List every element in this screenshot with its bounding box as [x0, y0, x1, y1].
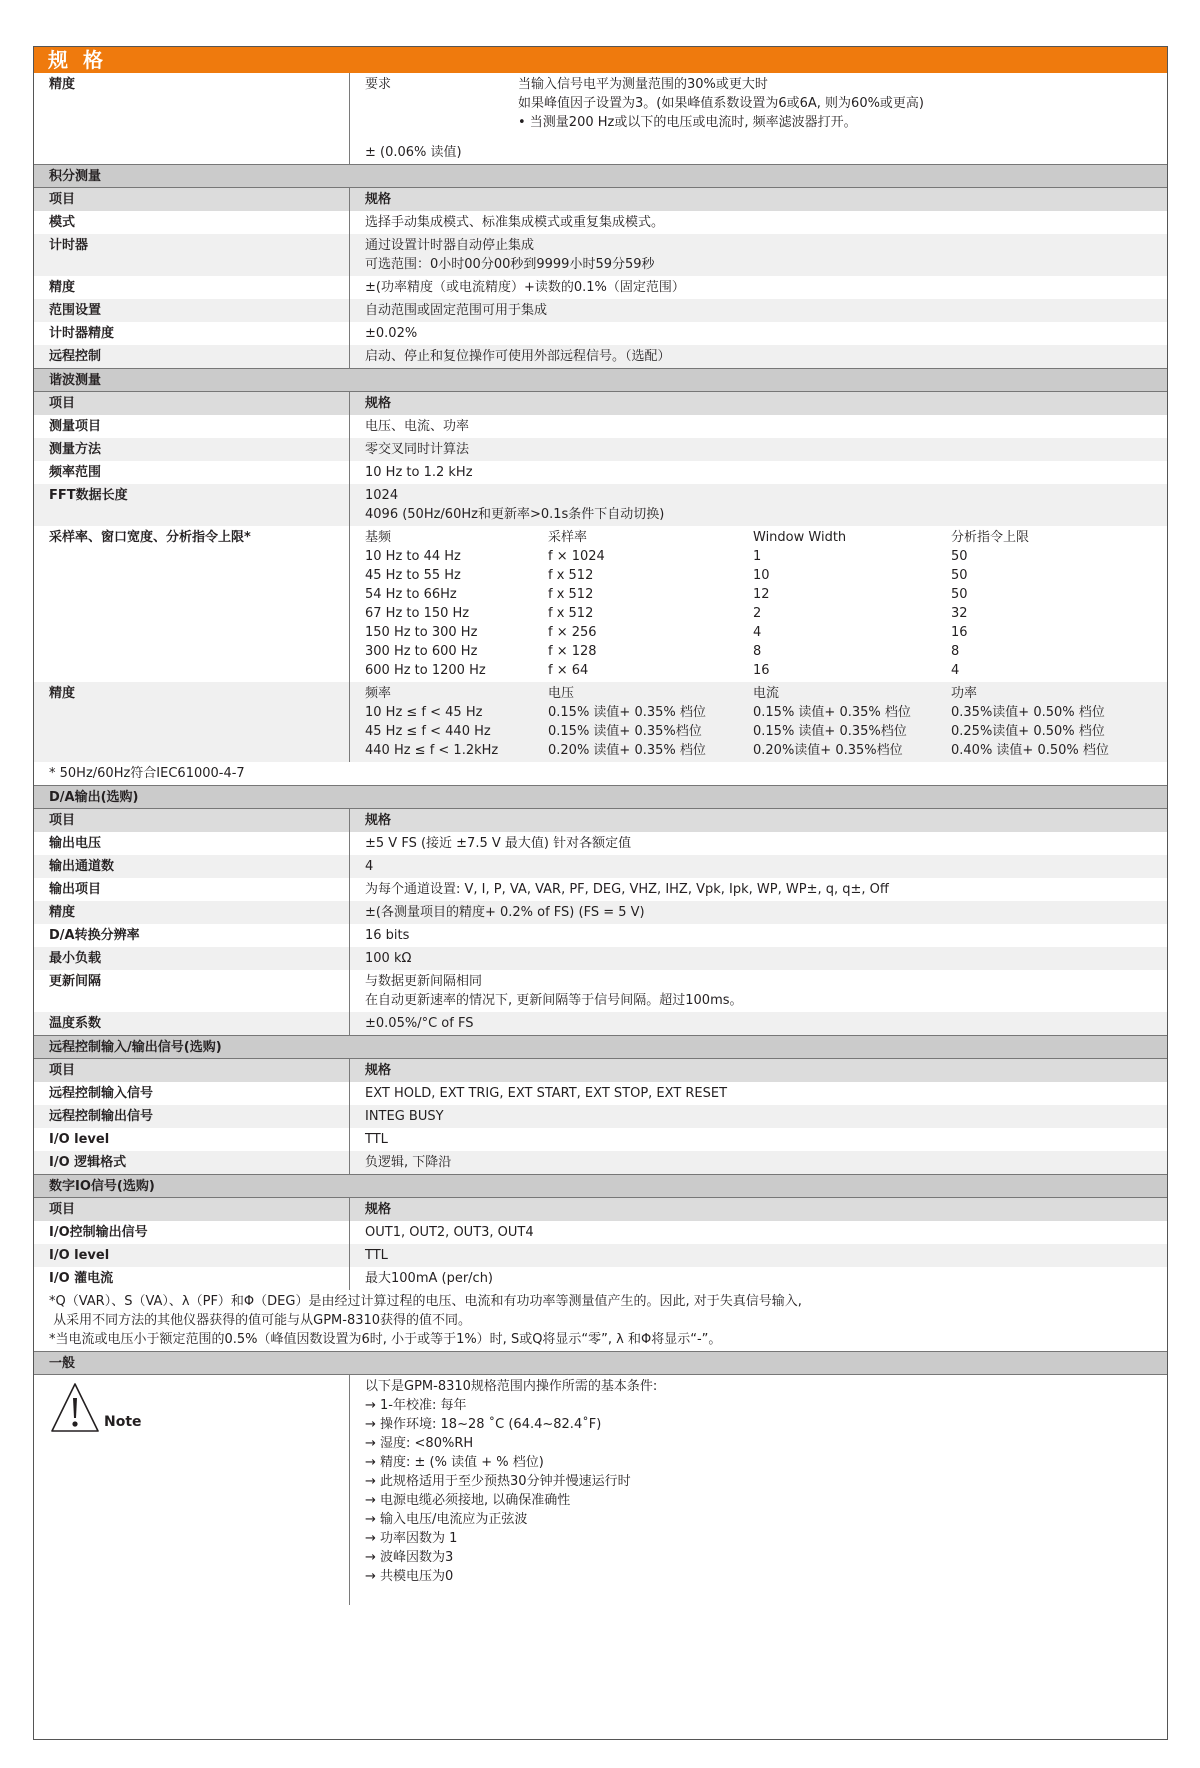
- value-line: 零交叉同时计算法: [365, 442, 470, 457]
- condition-line: → 此规格适用于至少预热30分钟并慢速运行时: [365, 1474, 631, 1489]
- condition-line: → 共模电压为0: [365, 1569, 454, 1584]
- row-value: [350, 415, 1168, 438]
- section-title: 一般: [34, 1352, 1167, 1375]
- table-row: [34, 947, 1167, 970]
- row-value: [350, 438, 1168, 461]
- row-value: [350, 901, 1168, 924]
- grid-cell: 0.15% 读值+ 0.35%档位: [753, 724, 907, 739]
- grid-cell: f × 64: [548, 663, 589, 678]
- row-label: D/A转换分辨率: [34, 924, 350, 947]
- table-row: [34, 1128, 1167, 1151]
- value-line: 4096 (50Hz/60Hz和更新率>0.1s条件下自动切换): [365, 507, 665, 522]
- table-row: [34, 1012, 1167, 1036]
- grid-cell: f × 128: [548, 644, 597, 659]
- row-value: [350, 322, 1168, 345]
- grid-header: 基频: [365, 530, 392, 545]
- row-value: [350, 1128, 1168, 1151]
- table-header-row: [34, 1059, 1167, 1083]
- value-line: EXT HOLD, EXT TRIG, EXT START, EXT STOP, EXT RESET: [365, 1086, 728, 1101]
- grid-cell: f x 512: [548, 587, 594, 602]
- row-value: [350, 1244, 1168, 1267]
- spec-sheet: [33, 46, 1168, 1740]
- row-label: 远程控制输入信号: [34, 1082, 350, 1105]
- row-label: 精度: [34, 901, 350, 924]
- grid-cell: 0.35%读值+ 0.50% 档位: [951, 705, 1105, 720]
- value-line: ±5 V FS (接近 ±7.5 V 最大值) 针对各额定值: [365, 836, 632, 851]
- row-label: 频率范围: [34, 461, 350, 484]
- row-value: [350, 1105, 1168, 1128]
- grid-cell: f x 512: [548, 606, 594, 621]
- grid-cell: 600 Hz to 1200 Hz: [365, 663, 486, 678]
- condition-line: → 精度: ± (% 读值 + % 档位): [365, 1455, 544, 1470]
- row-value: [350, 1221, 1168, 1244]
- table-row: [34, 234, 1167, 276]
- precision-row: [34, 73, 1167, 165]
- value-line: 为每个通道设置: V, I, P, VA, VAR, PF, DEG, VHZ, IHZ, Vpk, Ipk, WP, WP±, q, q±, Off: [365, 882, 889, 897]
- table-row: [34, 1267, 1167, 1290]
- table-header-row: [34, 809, 1167, 833]
- requirement-line: • 当测量200 Hz或以下的电压或电流时, 频率滤波器打开。: [518, 115, 857, 130]
- condition-line: → 操作环境: 18~28 ˚C (64.4~82.4˚F): [365, 1417, 602, 1432]
- note-label: Note: [104, 1414, 142, 1430]
- precision-value: [350, 73, 1168, 165]
- row-label: 精度: [34, 276, 350, 299]
- row-label: 范围设置: [34, 299, 350, 322]
- condition-line: → 电源电缆必须接地, 以确保准确性: [365, 1493, 571, 1508]
- dio-footnote-row: [34, 1290, 1167, 1352]
- row-value: [350, 832, 1168, 855]
- grid-cell: 150 Hz to 300 Hz: [365, 625, 478, 640]
- row-label: I/O 逻辑格式: [34, 1151, 350, 1175]
- spec-banner: 规 格: [34, 47, 1167, 73]
- table-row: [34, 901, 1167, 924]
- value-line: TTL: [365, 1248, 388, 1263]
- grid-cell: 50: [951, 587, 968, 602]
- header-spec: 规格: [350, 1059, 1168, 1083]
- row-value: [350, 1267, 1168, 1290]
- footnote-line: *Q（VAR）、S（VA）、λ（PF）和Φ（DEG）是由经过计算过程的电压、电流和有功功率等测量值产生的。因此, 对于失真信号输入,: [49, 1294, 802, 1309]
- table-row: [34, 276, 1167, 299]
- grid-cell: 300 Hz to 600 Hz: [365, 644, 478, 659]
- row-label: 远程控制: [34, 345, 350, 369]
- general-conditions: [350, 1375, 1168, 1606]
- grid-cell: 0.25%读值+ 0.50% 档位: [951, 724, 1105, 739]
- row-label: 最小负载: [34, 947, 350, 970]
- row-value: [350, 211, 1168, 234]
- row-label: FFT数据长度: [34, 484, 350, 526]
- row-value: [350, 299, 1168, 322]
- harmonic-section-title: [34, 369, 1167, 392]
- condition-line: → 湿度: <80%RH: [365, 1436, 474, 1451]
- table-row: [34, 855, 1167, 878]
- grid-cell: 0.15% 读值+ 0.35% 档位: [753, 705, 911, 720]
- condition-line: → 1-年校准: 每年: [365, 1398, 467, 1413]
- row-value: [350, 878, 1168, 901]
- dio-footnotes: [34, 1290, 1167, 1352]
- sampling-table-row-grid: [365, 528, 1167, 680]
- row-value: [350, 1012, 1168, 1036]
- grid-cell: 4: [951, 663, 960, 678]
- grid-cell: f x 512: [548, 568, 594, 583]
- grid-cell: 10: [753, 568, 770, 583]
- sampling-table-row-grid-cell: [350, 526, 1168, 682]
- table-header-row: [34, 392, 1167, 416]
- remote-control-section-title: [34, 1036, 1167, 1059]
- condition-line: 以下是GPM-8310规格范围内操作所需的基本条件:: [365, 1379, 658, 1394]
- grid-header: 频率: [365, 686, 392, 701]
- harmonic-accuracy-row-grid: [365, 684, 1167, 760]
- value-line: OUT1, OUT2, OUT3, OUT4: [365, 1225, 534, 1240]
- table-row: [34, 1082, 1167, 1105]
- row-label: I/O level: [34, 1128, 350, 1151]
- table-header-row: [34, 188, 1167, 212]
- row-label: 远程控制输出信号: [34, 1105, 350, 1128]
- precision-label: 精度: [34, 73, 350, 165]
- grid-cell: f × 1024: [548, 549, 605, 564]
- row-label: 测量项目: [34, 415, 350, 438]
- section-title: 数字IO信号(选购): [34, 1175, 1167, 1198]
- digital-io-section-title: [34, 1175, 1167, 1198]
- note-box: [49, 1377, 349, 1447]
- grid-header: 电流: [753, 686, 780, 701]
- value-line: INTEG BUSY: [365, 1109, 444, 1124]
- row-label: 计时器精度: [34, 322, 350, 345]
- harmonic-footnote: * 50Hz/60Hz符合IEC61000-4-7: [34, 762, 1167, 786]
- value-line: 通过设置计时器自动停止集成: [365, 238, 535, 253]
- grid-cell: 50: [951, 568, 968, 583]
- section-title: D/A输出(选购): [34, 786, 1167, 809]
- grid-cell: 0.15% 读值+ 0.35% 档位: [548, 705, 706, 720]
- grid-cell: 67 Hz to 150 Hz: [365, 606, 470, 621]
- table-row: [34, 1151, 1167, 1175]
- row-label: 测量方法: [34, 438, 350, 461]
- row-label: 模式: [34, 211, 350, 234]
- grid-cell: 32: [951, 606, 968, 621]
- header-spec: 规格: [350, 188, 1168, 212]
- value-line: 100 kΩ: [365, 951, 412, 966]
- grid-cell: 8: [753, 644, 762, 659]
- row-label: 计时器: [34, 234, 350, 276]
- value-line: 选择手动集成模式、标准集成模式或重复集成模式。: [365, 215, 665, 230]
- table-row: [34, 415, 1167, 438]
- grid-cell: f × 256: [548, 625, 597, 640]
- header-item: 项目: [34, 809, 350, 833]
- section-title: 谐波测量: [34, 369, 1167, 392]
- grid-cell: 16: [951, 625, 968, 640]
- row-value: [350, 345, 1168, 369]
- footnote-line: *当电流或电压小于额定范围的0.5%（峰值因数设置为6时, 小于或等于1%）时, S或Q将显示“零”, λ 和Φ将显示“-”。: [49, 1332, 722, 1347]
- table-row: [34, 1244, 1167, 1267]
- grid-cell: 45 Hz ≤ f < 440 Hz: [365, 724, 491, 739]
- requirement-key: 要求: [365, 77, 392, 92]
- row-value: [350, 1082, 1168, 1105]
- condition-line: → 功率因数为 1: [365, 1531, 458, 1546]
- harmonic-accuracy-row-grid-cell: [350, 682, 1168, 762]
- table-row: [34, 924, 1167, 947]
- table-row: [34, 484, 1167, 526]
- row-label: 更新间隔: [34, 970, 350, 1012]
- grid-cell: 54 Hz to 66Hz: [365, 587, 457, 602]
- value-line: 启动、停止和复位操作可使用外部远程信号。（选配）: [365, 349, 671, 364]
- grid-cell: 45 Hz to 55 Hz: [365, 568, 461, 583]
- value-line: ±(功率精度（或电流精度）+读数的0.1%（固定范围）: [365, 280, 685, 295]
- table-row: [34, 322, 1167, 345]
- table-row: [34, 211, 1167, 234]
- table-row: [34, 878, 1167, 901]
- header-item: 项目: [34, 1198, 350, 1222]
- grid-header: 分析指令上限: [951, 530, 1030, 545]
- da-output-section-title: [34, 786, 1167, 809]
- note-cell: [34, 1375, 350, 1606]
- warning-icon: [49, 1381, 101, 1435]
- value-line: 自动范围或固定范围可用于集成: [365, 303, 548, 318]
- section-title: 积分测量: [34, 165, 1167, 188]
- table-row: [34, 299, 1167, 322]
- grid-cell: 440 Hz ≤ f < 1.2kHz: [365, 743, 499, 758]
- general-row: [34, 1375, 1167, 1606]
- row-label: I/O控制输出信号: [34, 1221, 350, 1244]
- integration-section-title: [34, 165, 1167, 188]
- header-spec: 规格: [350, 1198, 1168, 1222]
- harmonic-footnote-row: [34, 762, 1167, 786]
- sampling-table-row: [34, 526, 1167, 682]
- row-label: 输出通道数: [34, 855, 350, 878]
- grid-header: 功率: [951, 686, 978, 701]
- row-value: [350, 276, 1168, 299]
- value-line: 4: [365, 859, 374, 874]
- value-line: 在自动更新速率的情况下, 更新间隔等于信号间隔。超过100ms。: [365, 993, 743, 1008]
- row-value: [350, 234, 1168, 276]
- grid-cell: 16: [753, 663, 770, 678]
- section-title: 远程控制输入/输出信号(选购): [34, 1036, 1167, 1059]
- precision-spec: ± (0.06% 读值): [365, 145, 462, 160]
- table-row: [34, 1221, 1167, 1244]
- condition-line: → 输入电压/电流应为正弦波: [365, 1512, 528, 1527]
- value-line: ±0.05%/°C of FS: [365, 1016, 474, 1031]
- row-value: [350, 461, 1168, 484]
- grid-cell: 10 Hz ≤ f < 45 Hz: [365, 705, 483, 720]
- footnote-line: 从采用不同方法的其他仪器获得的值可能与从GPM-8310获得的值不同。: [49, 1313, 472, 1328]
- header-item: 项目: [34, 188, 350, 212]
- header-spec: 规格: [350, 392, 1168, 416]
- value-line: ±(各测量项目的精度+ 0.2% of FS) (FS = 5 V): [365, 905, 645, 920]
- header-spec: 规格: [350, 809, 1168, 833]
- row-value: [350, 855, 1168, 878]
- value-line: 最大100mA (per/ch): [365, 1271, 494, 1286]
- row-label: 精度: [34, 682, 350, 762]
- value-line: 负逻辑, 下降沿: [365, 1155, 452, 1170]
- value-line: 电压、电流、功率: [365, 419, 470, 434]
- row-label: 输出电压: [34, 832, 350, 855]
- general-section-title: [34, 1352, 1167, 1375]
- table-row: [34, 461, 1167, 484]
- grid-cell: 1: [753, 549, 762, 564]
- row-value: [350, 1151, 1168, 1175]
- row-label: I/O level: [34, 1244, 350, 1267]
- header-item: 项目: [34, 1059, 350, 1083]
- row-value: [350, 924, 1168, 947]
- row-value: [350, 484, 1168, 526]
- value-line: 10 Hz to 1.2 kHz: [365, 465, 473, 480]
- requirement-line: 如果峰值因子设置为3。(如果峰值系数设置为6或6A, 则为60%或更高): [518, 96, 925, 111]
- grid-cell: 12: [753, 587, 770, 602]
- value-line: 1024: [365, 488, 399, 503]
- requirement-line: 当输入信号电平为测量范围的30%或更大时: [518, 77, 768, 92]
- row-value: [350, 970, 1168, 1012]
- grid-cell: 10 Hz to 44 Hz: [365, 549, 461, 564]
- harmonic-accuracy-row: [34, 682, 1167, 762]
- row-label: I/O 灌电流: [34, 1267, 350, 1290]
- row-label: 温度系数: [34, 1012, 350, 1036]
- table-header-row: [34, 1198, 1167, 1222]
- grid-cell: 0.40% 读值+ 0.50% 档位: [951, 743, 1109, 758]
- grid-header: 采样率: [548, 530, 588, 545]
- table-row: [34, 970, 1167, 1012]
- value-line: TTL: [365, 1132, 388, 1147]
- grid-cell: 50: [951, 549, 968, 564]
- value-line: 可选范围：0小时00分00秒到9999小时59分59秒: [365, 257, 655, 272]
- value-line: ±0.02%: [365, 326, 418, 341]
- grid-cell: 2: [753, 606, 762, 621]
- grid-cell: 0.20% 读值+ 0.35% 档位: [548, 743, 706, 758]
- table-row: [34, 1105, 1167, 1128]
- spec-table: [34, 73, 1167, 1605]
- table-row: [34, 438, 1167, 461]
- row-value: [350, 947, 1168, 970]
- header-item: 项目: [34, 392, 350, 416]
- value-line: 与数据更新间隔相同: [365, 974, 483, 989]
- grid-cell: 4: [753, 625, 762, 640]
- table-row: [34, 832, 1167, 855]
- grid-header: Window Width: [753, 530, 847, 545]
- value-line: 16 bits: [365, 928, 410, 943]
- table-row: [34, 345, 1167, 369]
- grid-cell: 0.20%读值+ 0.35%档位: [753, 743, 903, 758]
- row-label: 输出项目: [34, 878, 350, 901]
- grid-cell: 8: [951, 644, 960, 659]
- grid-cell: 0.15% 读值+ 0.35%档位: [548, 724, 702, 739]
- condition-line: → 波峰因数为3: [365, 1550, 454, 1565]
- grid-header: 电压: [548, 686, 575, 701]
- row-label: 采样率、窗口宽度、分析指令上限*: [34, 526, 350, 682]
